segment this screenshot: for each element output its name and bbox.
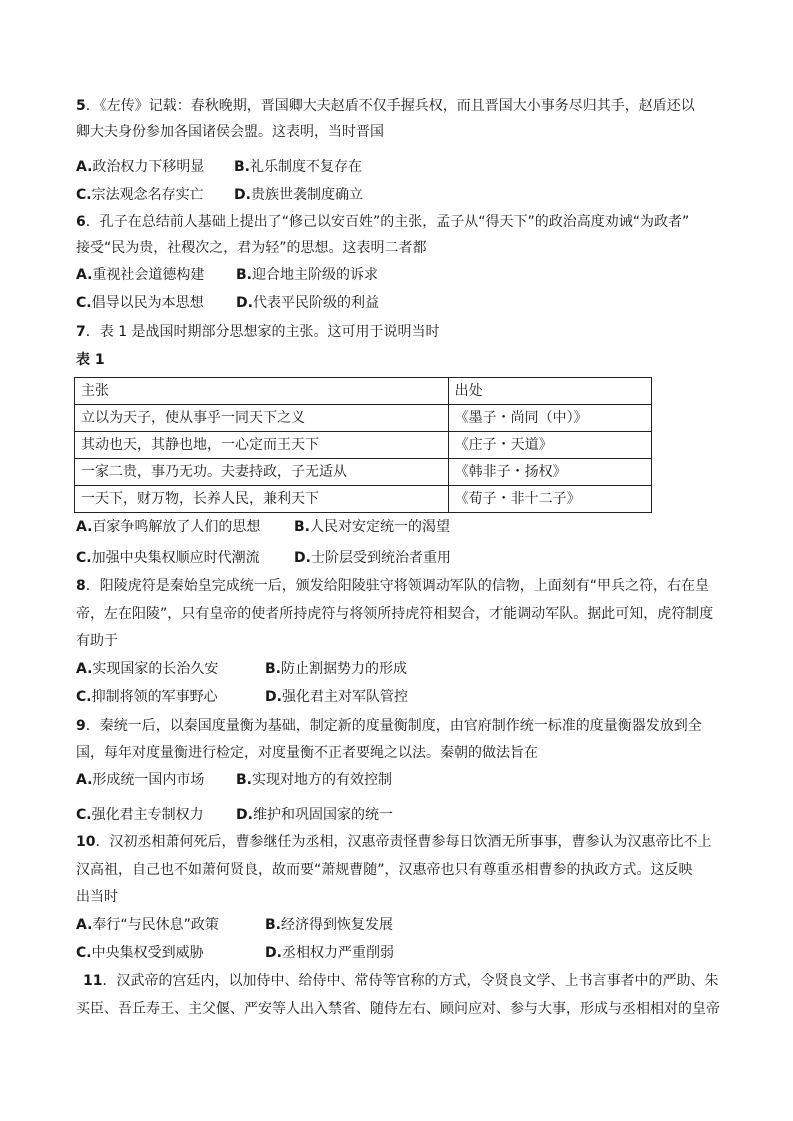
thinkers-table [74, 377, 652, 513]
q7-option-b: B.人民对安定统一的渴望 [294, 519, 450, 535]
q10-line1: 10．汉初丞相萧何死后，曹参继任为丞相，汉惠帝责怪曹参每日饮酒无所事事，曹参认为汉惠帝比不上 [76, 834, 712, 850]
table-row [75, 405, 652, 432]
q10-option-b: B.经济得到恢复发展 [265, 917, 393, 933]
q7-option-a: A.百家争鸣解放了人们的思想 [76, 519, 261, 535]
q9-option-c: C.强化君主专制权力 [76, 807, 204, 823]
q7-number: 7 [76, 324, 86, 340]
q10-line3: 出当时 [76, 889, 118, 905]
table-header-source: 出处 [448, 378, 651, 405]
q8-option-d: D.强化君主对军队管控 [265, 689, 408, 705]
q5-line2: 卿大夫身份参加各国诸侯会盟。这表明，当时晋国 [76, 124, 384, 140]
q6-option-d: D.代表平民阶级的利益 [236, 295, 379, 311]
q9-line1: 9．秦统一后，以秦国度量衡为基础，制定新的度量衡制度，由官府制作统一标准的度量衡器发放到全 [76, 718, 702, 734]
q5-option-d: D.贵族世袭制度确立 [234, 187, 363, 203]
q6-option-b: B.迎合地主阶级的诉求 [236, 267, 378, 283]
q10-line2: 汉高祖，自己也不如萧何贤良，故而要“萧规曹随”，汉惠帝也只有尊重丞相曹参的执政方式。这反映 [76, 862, 693, 878]
q7-option-d: D.士阶层受到统治者重用 [294, 550, 451, 566]
table-cell: 《庄子・天道》 [448, 432, 651, 459]
table-row [75, 486, 652, 513]
q8-line1: 8．阳陵虎符是秦始皇完成统一后，颁发给阳陵驻守将领调动军队的信物，上面刻有“甲兵之符，右在皇 [76, 578, 710, 594]
q8-option-c: C.抑制将领的军事野心 [76, 689, 218, 705]
q10-option-a: A.奉行“与民休息”政策 [76, 917, 219, 933]
q11-line2: 买臣、吾丘寿王、主父偃、严安等人出入禁省、随侍左右、顾问应对、参与大事，形成与丞相相对的皇帝 [76, 1001, 720, 1017]
q6-line1: 6．孔子在总结前人基础上提出了“修己以安百姓”的主张，孟子从“得天下”的政治高度劝诫“为政者” [76, 214, 690, 230]
table-row [75, 459, 652, 486]
q5-option-b: B.礼乐制度不复存在 [234, 159, 362, 175]
q9-option-d: D.维护和巩固国家的统一 [236, 807, 393, 823]
q6-option-c: C.倡导以民为本思想 [76, 295, 204, 311]
table-header-row [75, 378, 652, 405]
q8-option-a: A.实现国家的长治久安 [76, 661, 219, 677]
q8-number: 8 [76, 578, 86, 594]
table-cell: 一天下，财万物，长养人民，兼利天下 [75, 486, 449, 513]
q11-number: 11 [83, 973, 103, 989]
table-caption: 表 1 [76, 352, 105, 368]
q5-line1: 5．《左传》记载：春秋晚期，晋国卿大夫赵盾不仅手握兵权，而且晋国大小事务尽归其手，赵盾还以 [76, 98, 695, 114]
table-cell: 《荀子・非十二子》 [448, 486, 651, 513]
table-row [75, 432, 652, 459]
q7-option-c: C.加强中央集权顺应时代潮流 [76, 550, 260, 566]
q9-option-b: B.实现对地方的有效控制 [236, 772, 392, 788]
q9-line2: 国，每年对度量衡进行检定，对度量衡不正者要绳之以法。秦朝的做法旨在 [76, 745, 538, 761]
table-cell: 《墨子・尚同（中）》 [448, 405, 651, 432]
table-cell: 《韩非子・扬权》 [448, 459, 651, 486]
table-cell: 一家二贵，事乃无功。夫妻持政，子无适从 [75, 459, 449, 486]
q7-line1: 7．表 1 是战国时期部分思想家的主张。这可用于说明当时 [76, 324, 440, 340]
q11-line1: 11．汉武帝的宫廷内，以加侍中、给侍中、常侍等官称的方式，令贤良文学、上书言事者中的严助、朱 [83, 973, 719, 989]
q10-option-c: C.中央集权受到威胁 [76, 945, 204, 961]
q8-option-b: B.防止割据势力的形成 [265, 661, 407, 677]
q10-number: 10 [76, 834, 96, 850]
q5-number: 5 [76, 98, 86, 114]
table-cell: 立以为天子，使从事乎一同天下之义 [75, 405, 449, 432]
q5-option-a: A.政治权力下移明显 [76, 159, 205, 175]
table-cell: 其动也天，其静也地，一心定而王天下 [75, 432, 449, 459]
q8-line2: 帝，左在阳陵”，只有皇帝的使者所持虎符与将领所持虎符相契合，才能调动军队。据此可知，虎符制度 [76, 606, 714, 622]
q6-line2: 接受“民为贵，社稷次之，君为轻”的思想。这表明二者都 [76, 240, 427, 256]
q8-line3: 有助于 [76, 633, 118, 649]
table-header-proposition: 主张 [75, 378, 449, 405]
q9-number: 9 [76, 718, 86, 734]
q9-option-a: A.形成统一国内市场 [76, 772, 205, 788]
q6-number: 6 [76, 214, 86, 230]
q10-option-d: D.丞相权力严重削弱 [265, 945, 394, 961]
q6-option-a: A.重视社会道德构建 [76, 267, 205, 283]
q5-option-c: C.宗法观念名存实亡 [76, 187, 204, 203]
